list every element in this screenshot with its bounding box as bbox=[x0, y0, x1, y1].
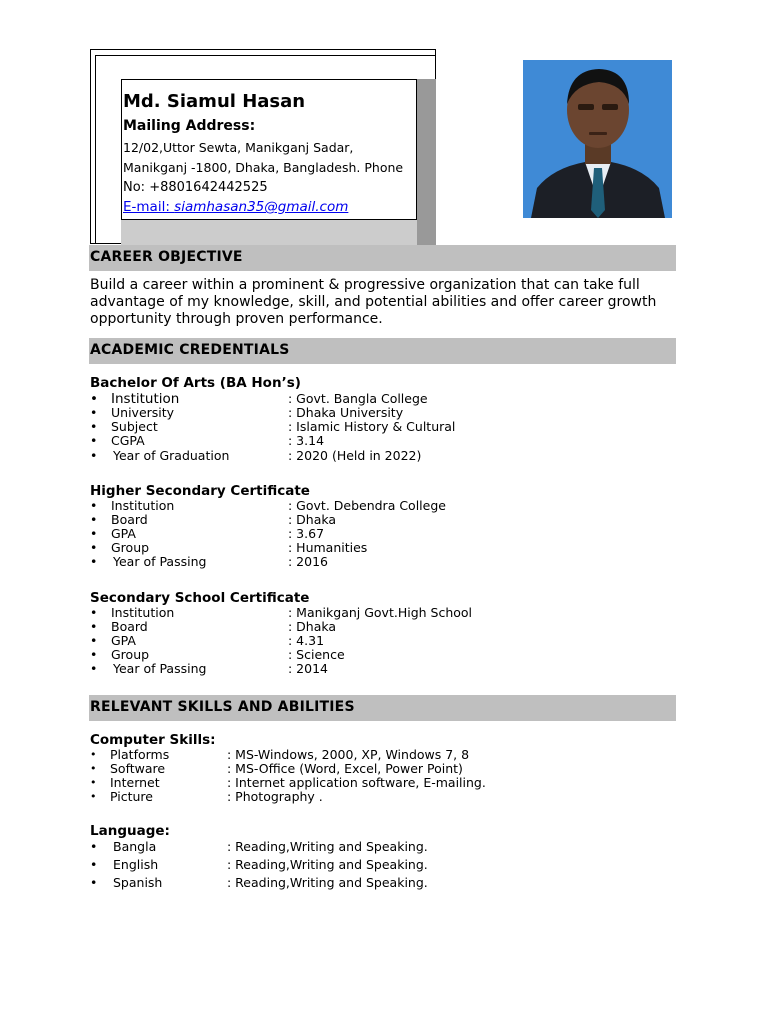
applicant-name: Md. Siamul Hasan bbox=[123, 91, 306, 112]
section-title: CAREER OBJECTIVE bbox=[90, 249, 243, 265]
portrait-illustration bbox=[523, 60, 672, 218]
address-line-1: 12/02,Uttor Sewta, Manikganj Sadar, bbox=[123, 140, 354, 155]
section-title: RELEVANT SKILLS AND ABILITIES bbox=[90, 699, 355, 715]
phone-line: No: +8801642442525 bbox=[123, 180, 268, 195]
header-shadow-right bbox=[417, 79, 436, 247]
email-label: E-mail: bbox=[123, 199, 175, 215]
academic-credentials-header bbox=[89, 338, 676, 364]
hsc-title: Higher Secondary Certificate bbox=[90, 483, 310, 499]
mailing-address-label: Mailing Address: bbox=[123, 118, 256, 134]
address-line-2: Manikganj -1800, Dhaka, Bangladesh. Phone bbox=[123, 160, 404, 175]
email-address: siamhasan35@gmail.com bbox=[174, 199, 349, 215]
section-title: ACADEMIC CREDENTIALS bbox=[90, 342, 290, 358]
ba-title: Bachelor Of Arts (BA Hon’s) bbox=[90, 375, 301, 391]
contact-box bbox=[121, 79, 417, 220]
career-objective-header bbox=[89, 245, 676, 271]
computer-skills-title: Computer Skills: bbox=[90, 732, 216, 748]
header-shadow-bottom bbox=[121, 220, 417, 247]
career-objective-text: Build a career within a prominent & progressive organization that can take full advantage of my knowledge, skill, and potential abilities and offer career growth opportunity through proven performance. bbox=[90, 277, 657, 327]
language-title: Language: bbox=[90, 823, 170, 839]
profile-photo bbox=[523, 60, 672, 218]
skills-header bbox=[89, 695, 676, 721]
email-link[interactable] bbox=[123, 199, 348, 215]
ssc-title: Secondary School Certificate bbox=[90, 590, 310, 606]
